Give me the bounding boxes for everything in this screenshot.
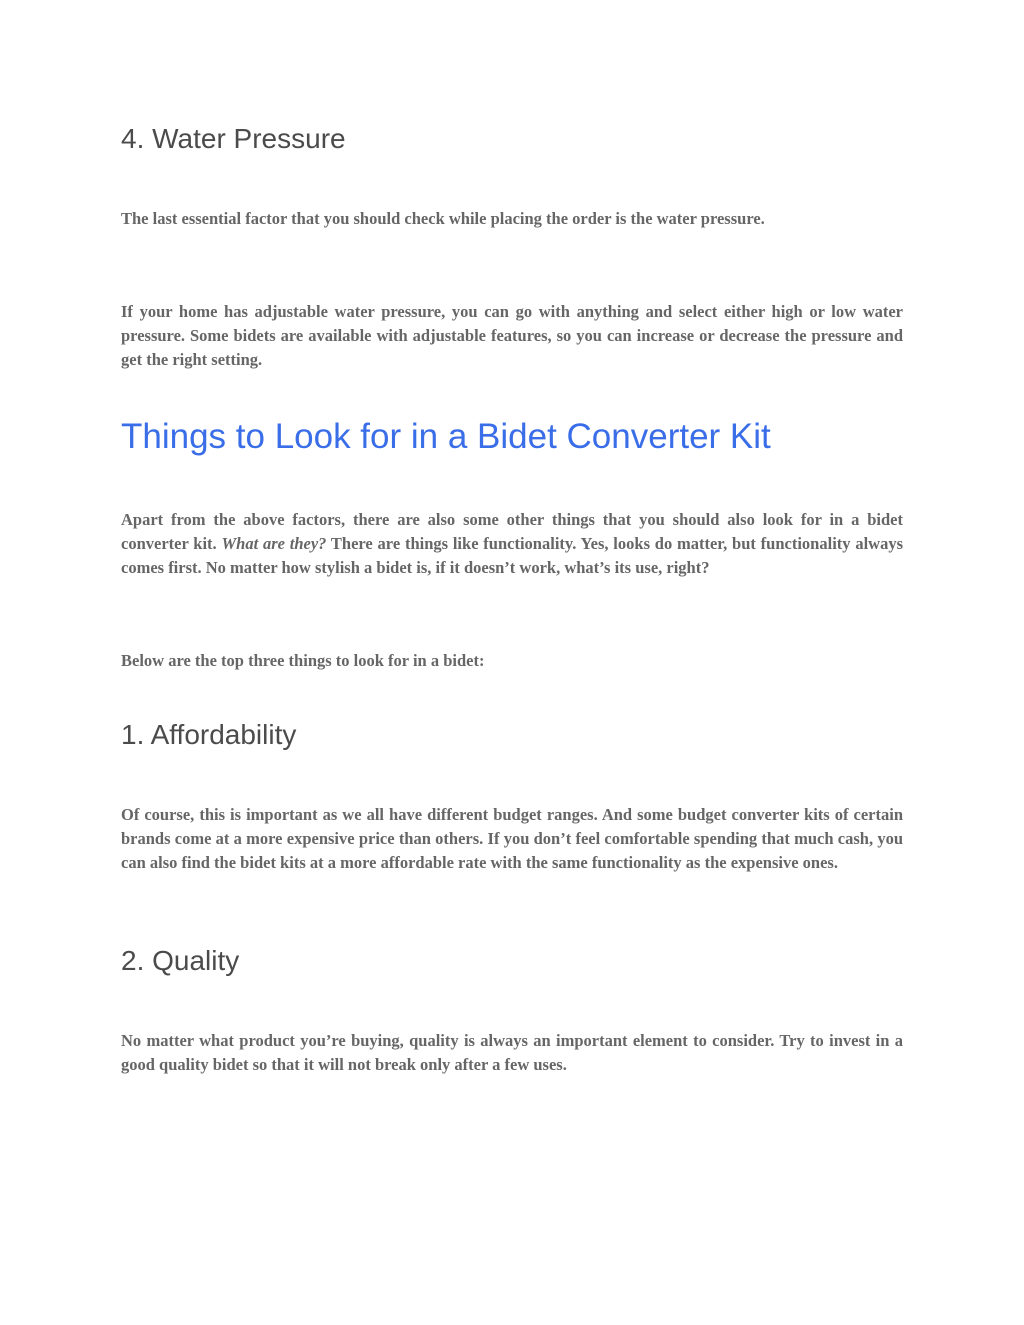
paragraph-top-three: Below are the top three things to look for in a bidet: — [121, 651, 485, 670]
paragraph-adjustable-pressure: If your home has adjustable water pressure, you can go with anything and select either high or low water pressure. Some bidets are available with adjustable features, so you can increase or decrease the pressure and get the right setting. — [121, 302, 903, 369]
heading-water-pressure: 4. Water Pressure — [121, 123, 346, 154]
paragraph-water-pressure-intro: The last essential factor that you should check while placing the order is the water pressure. — [121, 209, 765, 228]
paragraph-other-things-part2: There are things like functionality. Yes, looks do matter, but functionality always comes first. No matter how stylish a bidet is, if it doesn’t work, what’s its use, right? — [121, 534, 903, 577]
heading-affordability: 1. Affordability — [121, 719, 297, 750]
paragraph-other-things-italic: What are they? — [221, 534, 327, 553]
paragraph-affordability: Of course, this is important as we all have different budget ranges. And some budget converter kits of certain brands come at a more expensive price than others. If you don’t feel comfortable spending that much cash, you can also find the bidet kits at a more affordable rate with the same functionality as the expensive ones. — [121, 805, 903, 872]
paragraph-quality: No matter what product you’re buying, quality is always an important element to consider. Try to invest in a good quality bidet so that it will not break only after a few uses. — [121, 1031, 903, 1074]
paragraph-other-things-part1: Apart from the above factors, there are also some other things that you should also look for in a bidet converter kit. — [121, 510, 903, 553]
heading-quality: 2. Quality — [121, 945, 240, 976]
heading-things-to-look-for: Things to Look for in a Bidet Converter Kit — [121, 417, 771, 456]
paragraph-other-things — [121, 508, 903, 580]
